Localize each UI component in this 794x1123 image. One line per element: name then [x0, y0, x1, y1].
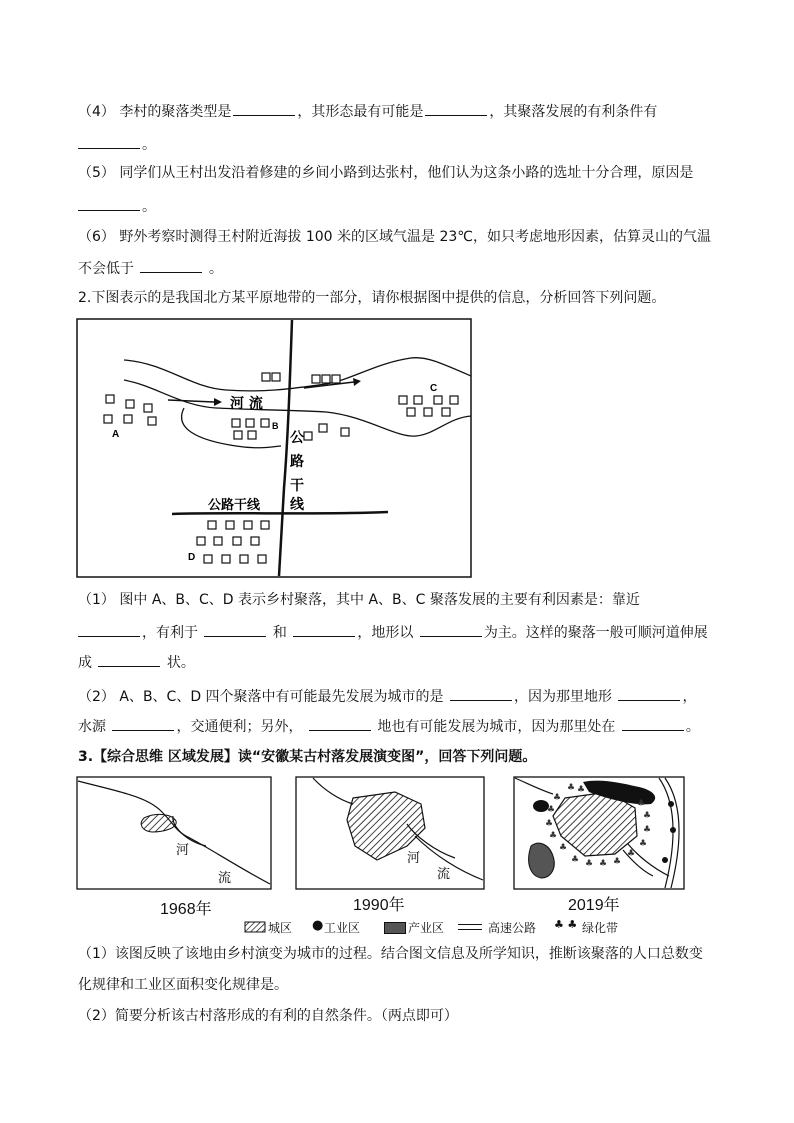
legend-tree-icon: ♣ ♣ — [554, 918, 578, 931]
q1-p5-line1: （5） 同学们从王村出发沿着修建的乡间小路到达张村，他们认为这条小路的选址十分合理，原因是 — [78, 165, 694, 181]
panel-2019 — [513, 776, 685, 890]
svg-text:♣: ♣ — [571, 855, 580, 865]
legend-highway-label: 高速公路 — [488, 921, 537, 935]
q2-s1-line3: 成 状。 — [78, 652, 195, 673]
svg-text:♣: ♣ — [559, 843, 568, 853]
legend-industry-dot-icon: ● — [312, 918, 324, 933]
panel-1990-svg — [295, 776, 485, 890]
q1-p6-line1: （6） 野外考察时测得王村附近海拔 100 米的区域气温是 23℃，如只考虑地形因素，估算灵山的气温 — [78, 229, 711, 245]
answer-blank[interactable] — [233, 101, 295, 116]
settlement-d-label: D — [188, 552, 196, 563]
answer-blank[interactable] — [78, 622, 140, 637]
q3-s1-line1: （1）该图反映了该地由乡村演变为城市的过程。结合图文信息及所学知识，推断该聚落的人口总数变 — [78, 946, 703, 962]
svg-text:♣: ♣ — [545, 819, 554, 829]
svg-text:♣: ♣ — [643, 825, 652, 835]
road-horizontal — [172, 512, 388, 514]
panel-1990-river-char-2: 流 — [437, 867, 451, 882]
road-v-char-1: 公 — [290, 430, 304, 446]
answer-blank[interactable] — [112, 716, 174, 731]
q2-s1-line1: （1） 图中 A、B、C、D 表示乡村聚落，其中 A、B、C 聚落发展的主要有利因素是：靠近 — [78, 592, 640, 608]
panel-1968-river-char-1: 河 — [176, 843, 190, 858]
panel-1990 — [295, 776, 485, 890]
answer-blank[interactable] — [293, 622, 355, 637]
answer-blank[interactable] — [618, 686, 680, 701]
road-v-char-2: 路 — [290, 454, 304, 470]
panel-1968-river-char-2: 流 — [218, 871, 232, 886]
q3-title: 3.【综合思维 区域发展】读“安徽某古村落发展演变图”，回答下列问题。 — [78, 749, 537, 765]
svg-text:♣: ♣ — [549, 831, 558, 841]
panel-1968 — [76, 776, 272, 890]
q1-p4-line1: （4） 李村的聚落类型是 ，其形态最有可能是 ，其聚落发展的有利条件有 — [78, 101, 657, 122]
panel-1990-river-char-1: 河 — [407, 851, 421, 866]
legend-city-label: 城区 — [268, 921, 293, 935]
answer-blank[interactable] — [622, 716, 684, 731]
panel-1968-year: 1968年 — [160, 901, 212, 918]
svg-text:♣: ♣ — [577, 785, 586, 795]
svg-text:♣: ♣ — [585, 859, 594, 869]
road-v-char-4: 线 — [290, 497, 304, 513]
answer-blank[interactable] — [204, 622, 266, 637]
settlement-b-label: B — [272, 421, 279, 431]
answer-blank[interactable] — [425, 101, 487, 116]
svg-text:♣: ♣ — [643, 811, 652, 821]
legend — [244, 918, 664, 938]
svg-text:♣: ♣ — [639, 839, 648, 849]
panel-2019-year: 2019年 — [568, 897, 620, 914]
legend-city-swatch — [244, 921, 266, 933]
answer-blank[interactable] — [309, 716, 371, 731]
settlement-map-svg — [76, 318, 472, 578]
answer-blank[interactable] — [450, 686, 512, 701]
river-label: 河 流 — [230, 396, 263, 412]
svg-text:♣: ♣ — [613, 857, 622, 867]
svg-text:♣: ♣ — [637, 799, 646, 809]
settlement-a-label: A — [112, 429, 120, 440]
q1-p6-line2: 不会低于 。 — [78, 258, 223, 279]
answer-blank[interactable] — [78, 196, 140, 211]
road-h-label: 公路干线 — [208, 498, 261, 513]
q2-s2-line2: 水源 ，交通便利；另外， 地也有可能发展为城市，因为那里处在 。 — [78, 716, 700, 737]
q1-p4-line2: 。 — [78, 134, 156, 155]
svg-text:♣: ♣ — [627, 849, 636, 859]
road-v-char-3: 干 — [290, 478, 304, 494]
svg-text:♣: ♣ — [553, 793, 562, 803]
q2-s1-line2: ，有利于 和 ，地形以 为主。这样的聚落一般可顺河道伸展 — [78, 622, 708, 643]
svg-text:♣: ♣ — [547, 805, 556, 815]
legend-industry-label: 工业区 — [324, 921, 361, 935]
answer-blank[interactable] — [78, 134, 140, 149]
panel-2019-svg — [513, 776, 685, 890]
settlement-c-label: C — [430, 383, 438, 394]
answer-blank[interactable] — [420, 622, 482, 637]
q1-p5-line2: 。 — [78, 196, 156, 217]
answer-blank[interactable] — [98, 652, 160, 667]
q2-title: 2.下图表示的是我国北方某平原地带的一部分，请你根据图中提供的信息，分析回答下列问题。 — [78, 290, 666, 306]
q2-settlement-map — [76, 318, 472, 578]
legend-green-label: 绿化带 — [582, 921, 619, 935]
panel-1968-svg — [76, 776, 272, 890]
q3-s2-line1: （2）简要分析该古村落形成的有利的自然条件。（两点即可） — [78, 1008, 458, 1024]
svg-text:♣: ♣ — [567, 783, 576, 793]
legend-zone-label: 产业区 — [408, 921, 445, 935]
q2-s2-line1: （2） A、B、C、D 四个聚落中有可能最先发展为城市的是 ，因为那里地形 ， — [78, 686, 696, 707]
answer-blank[interactable] — [140, 258, 202, 273]
svg-text:♣: ♣ — [599, 859, 608, 869]
panel-1990-year: 1990年 — [353, 897, 405, 914]
legend-zone-swatch — [384, 922, 406, 934]
legend-highway-swatch — [458, 924, 482, 930]
q3-s1-line2: 化规律和工业区面积变化规律是。 — [78, 977, 288, 993]
